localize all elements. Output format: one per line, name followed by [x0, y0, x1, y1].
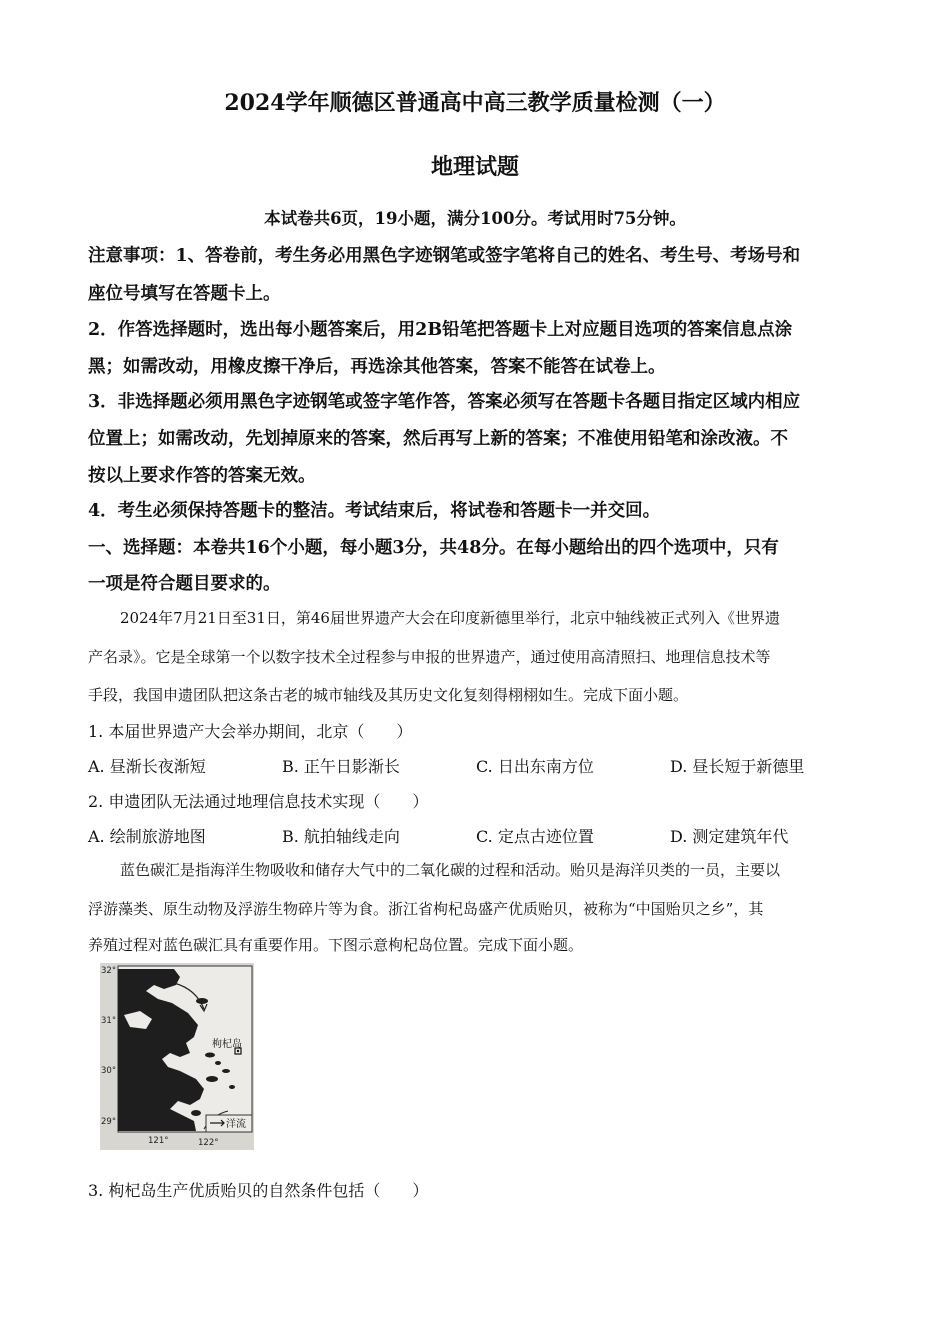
question-1-option-c: C. 日出东南方位	[476, 757, 594, 776]
question-1-option-d: D. 昼长短于新德里	[670, 757, 805, 776]
notes-line-2: 座位号填写在答题卡上。	[88, 284, 281, 304]
gouqi-island-map	[100, 963, 254, 1150]
notes-line-8: 4．考生必须保持答题卡的整洁。考试结束后，将试卷和答题卡一并交回。	[88, 501, 661, 521]
latitude-label-31: 31°	[101, 1016, 117, 1026]
exam-title: 2024学年顺德区普通高中高三教学质量检测（一）	[224, 90, 726, 116]
island	[191, 1110, 201, 1116]
latitude-label-30: 30°	[101, 1066, 117, 1076]
passage2-line-2: 浮游藻类、原生动物及浮游生物碎片等为食。浙江省枸杞岛盛产优质贻贝，被称为“中国贻贝之乡”，其	[88, 900, 764, 918]
notes-line-6: 位置上；如需改动，先划掉原来的答案，然后再写上新的答案；不准使用铅笔和涂改液。不	[88, 429, 788, 449]
question-2-stem: 2. 申遗团队无法通过地理信息技术实现（ ）	[88, 792, 429, 811]
longitude-label-122: 122°	[198, 1138, 219, 1148]
island	[215, 1061, 221, 1065]
notes-line-5: 3．非选择题必须用黑色字迹钢笔或签字笔作答，答案必须写在答题卡各题目指定区域内相应	[88, 392, 801, 412]
question-1-option-b: B. 正午日影渐长	[282, 757, 400, 776]
passage2-line-1: 蓝色碳汇是指海洋生物吸收和储存大气中的二氧化碳的过程和活动。贻贝是海洋贝类的一员，主要以	[120, 861, 781, 879]
island	[205, 1053, 215, 1058]
island	[229, 1085, 235, 1089]
question-1-stem: 1. 本届世界遗产大会举办期间，北京（ ）	[88, 722, 413, 741]
question-2-option-c: C. 定点古迹位置	[476, 827, 594, 846]
question-3-stem: 3. 枸杞岛生产优质贻贝的自然条件包括（ ）	[88, 1181, 429, 1200]
latitude-label-32: 32°	[101, 966, 117, 976]
question-1-option-a: A. 昼渐长夜渐短	[88, 757, 206, 776]
question-2-option-a: A. 绘制旅游地图	[88, 827, 206, 846]
notes-line-4: 黑；如需改动，用橡皮擦干净后，再选涂其他答案，答案不能答在试卷上。	[88, 357, 666, 377]
latitude-label-29: 29°	[101, 1117, 117, 1127]
section-heading-line-2: 一项是符合题目要求的。	[88, 574, 281, 594]
exam-info: 本试卷共6页，19小题，满分100分。考试用时75分钟。	[264, 209, 686, 228]
gouqi-island-dot	[237, 1050, 239, 1052]
island	[222, 1069, 230, 1073]
notes-line-7: 按以上要求作答的答案无效。	[88, 466, 316, 486]
passage1-line-2: 产名录》。它是全球第一个以数字技术全过程参与申报的世界遗产，通过使用高清照扫、地理信息技术等	[88, 648, 771, 666]
question-2-option-d: D. 测定建筑年代	[670, 827, 789, 846]
section-heading-line-1: 一、选择题：本卷共16个小题，每小题3分，共48分。在每小题给出的四个选项中，只有	[88, 538, 779, 558]
passage1-line-1: 2024年7月21日至31日，第46届世界遗产大会在印度新德里举行，北京中轴线被正式列入《世界遗	[120, 609, 780, 627]
notes-line-1: 注意事项：1、答卷前，考生务必用黑色字迹钢笔或签字笔将自己的姓名、考生号、考场号和	[88, 246, 801, 266]
passage1-line-3: 手段，我国申遗团队把这条古老的城市轴线及其历史文化复刻得栩栩如生。完成下面小题。	[88, 686, 689, 704]
question-2-option-b: B. 航拍轴线走向	[282, 827, 400, 846]
passage2-line-3: 养殖过程对蓝色碳汇具有重要作用。下图示意枸杞岛位置。完成下面小题。	[88, 936, 584, 954]
island	[206, 1076, 218, 1082]
subject-title: 地理试题	[430, 154, 519, 180]
notes-line-3: 2．作答选择题时，选出每小题答案后，用2B铅笔把答题卡上对应题目选项的答案信息点涂	[88, 320, 793, 340]
legend-label: 洋流	[226, 1119, 246, 1130]
longitude-label-121: 121°	[148, 1136, 169, 1146]
gouqi-island-label: 枸杞岛	[212, 1039, 242, 1050]
